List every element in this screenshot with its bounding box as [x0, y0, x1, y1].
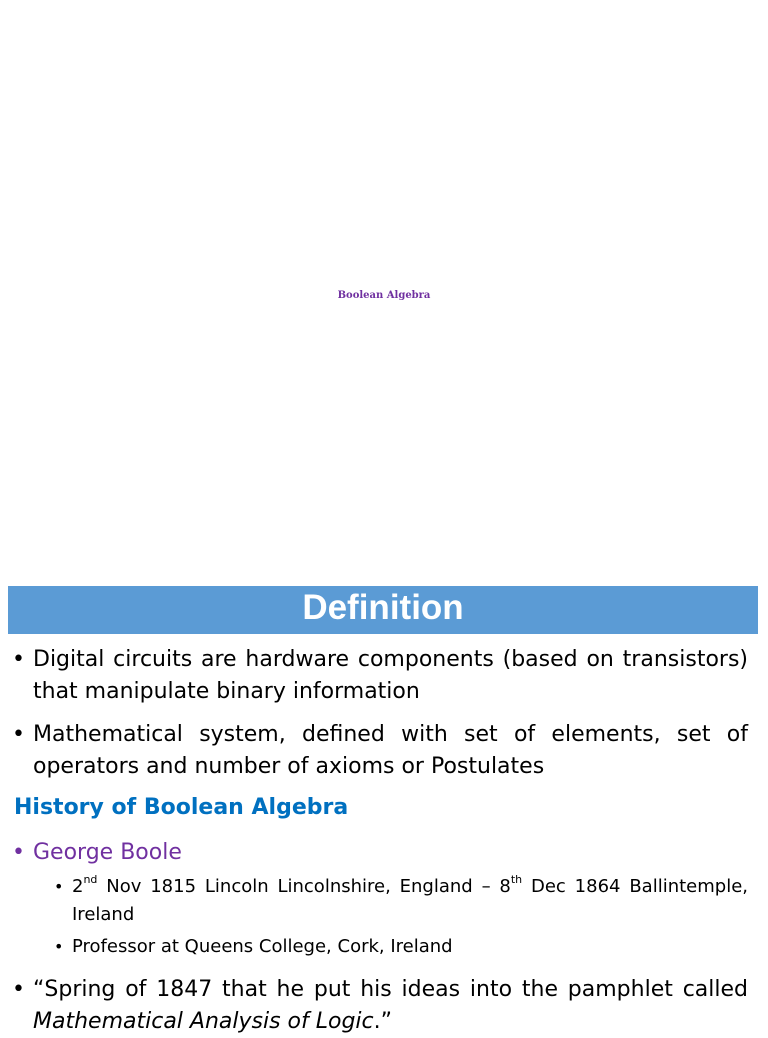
- bullet-text: Digital circuits are hardware components (based on transistors) that manipulate binary information: [33, 647, 748, 704]
- quote-end: .”: [373, 1009, 393, 1034]
- bullet-digital-circuits: [12, 644, 748, 708]
- bullet-dot-icon: •: [12, 840, 25, 865]
- sub-bullet-professor: [54, 933, 748, 961]
- slide-title: Definition: [302, 588, 464, 627]
- bullet-dot-icon: •: [54, 877, 64, 896]
- quote-text: “Spring of 1847 that he put his ideas into the pamphlet called: [33, 977, 748, 1002]
- bullet-person: [12, 837, 748, 869]
- bullet-dot-icon: •: [12, 647, 25, 672]
- person-name: George Boole: [33, 840, 182, 865]
- section-heading: History of Boolean Algebra: [14, 795, 349, 820]
- bullet-dot-icon: •: [54, 937, 64, 956]
- document-title: Boolean Algebra: [337, 290, 431, 301]
- sub-bullet-life-dates: [54, 873, 748, 929]
- bullet-dot-icon: •: [12, 977, 25, 1002]
- bullet-quote: [12, 974, 748, 1038]
- born-text: Nov 1815 Lincoln Lincolnshire, England – 8: [97, 876, 511, 897]
- died-text: Dec 1864 Ballintemple, Ireland: [72, 876, 748, 925]
- born-suffix: nd: [83, 873, 98, 886]
- definition-slide: [8, 586, 758, 1034]
- bullet-text: Mathematical system, defined with set of elements, set of operators and number of axioms or Postulates: [33, 722, 748, 779]
- bullet-dot-icon: •: [12, 722, 25, 747]
- born-day: 2: [72, 876, 84, 897]
- slide-header-bar: [8, 586, 758, 634]
- quote-italic-title: Mathematical Analysis of Logic: [33, 1009, 374, 1034]
- bullet-mathematical-system: [12, 719, 748, 783]
- died-suffix: th: [510, 873, 523, 886]
- professor-text: Professor at Queens College, Cork, Ireland: [72, 936, 453, 957]
